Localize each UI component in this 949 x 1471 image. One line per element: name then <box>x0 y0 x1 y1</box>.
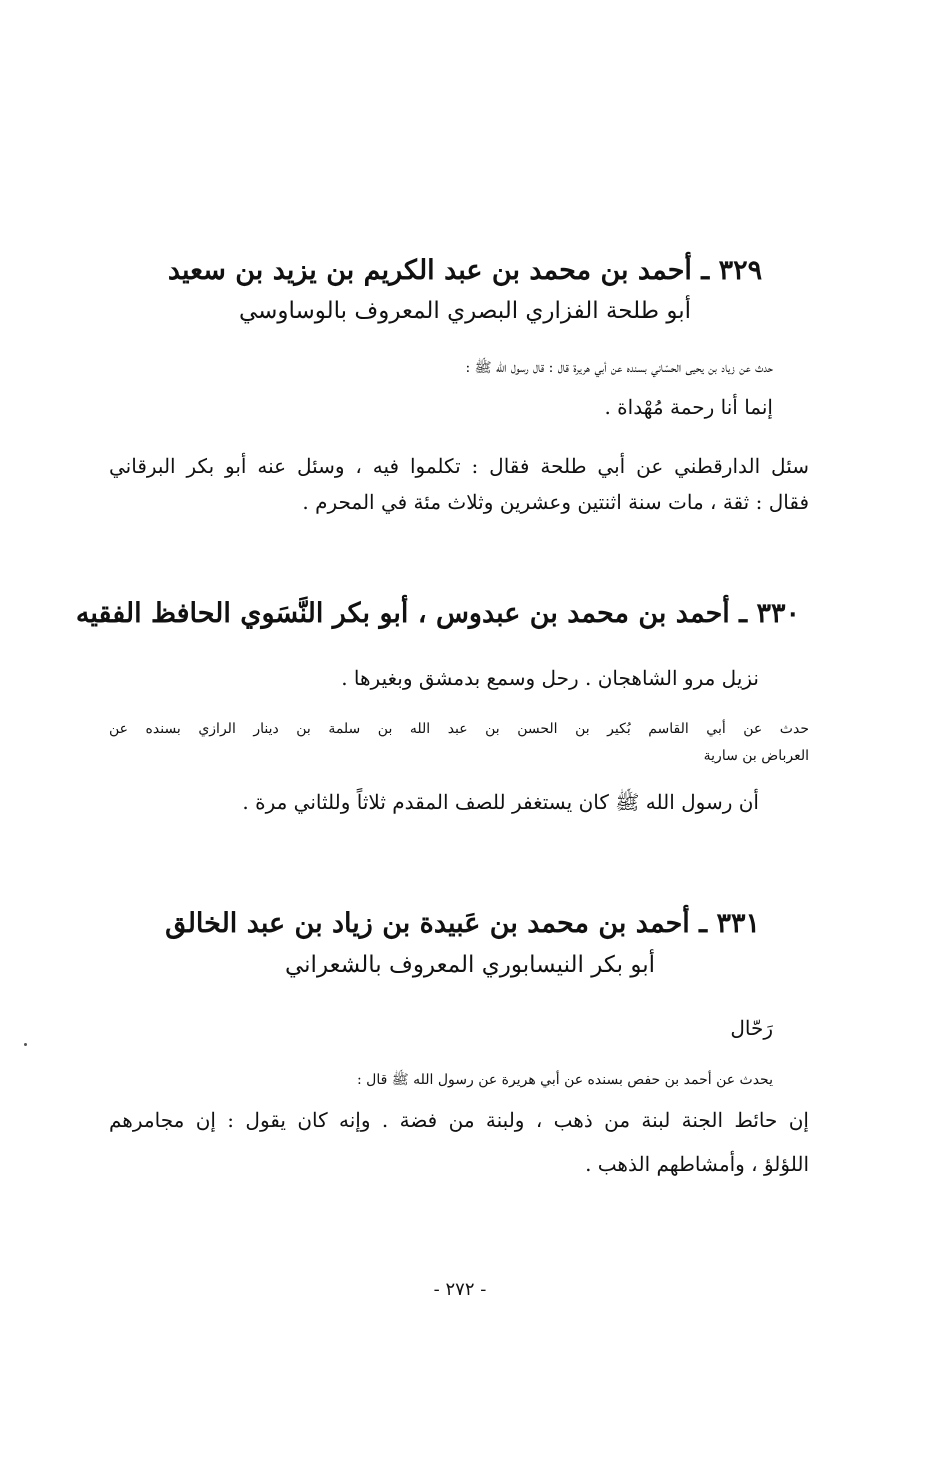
entry-330-heading: ٣٣٠ ـ أحمد بن محمد بن عبدوس ، أبو بكر النَّسَوي الحافظ الفقيه <box>75 598 800 629</box>
entry-331-heading: ٣٣١ ـ أحمد بن محمد بن عَبيدة بن زياد بن عبد الخالق <box>165 908 760 939</box>
entry-331-hadith-line-1: إن حائط الجنة لبنة من ذهب ، ولبنة من فضة . وإنه كان يقول : إن مجامرهم <box>109 1108 809 1132</box>
entry-331-subheading: أبو بكر النيسابوري المعروف بالشعراني <box>284 952 656 978</box>
scan-speck <box>24 1043 27 1046</box>
entry-330-isnad-line-1: حدث عن أبي القاسم بُكير بن الحسن بن عبد الله بن سلمة بن دينار الرازي بسنده عن <box>109 721 809 737</box>
entry-330-bio: نزيل مرو الشاهجان . رحل وسمع بدمشق وبغيرها . <box>341 666 759 690</box>
page-number: - ٢٧٢ - <box>433 1279 487 1300</box>
entry-329-subheading: أبو طلحة الفزاري البصري المعروف بالوساوسي <box>238 298 692 324</box>
entry-329-hadith: إنما أنا رحمة مُهْداة . <box>604 395 773 419</box>
entry-331-bio: رَحّال <box>730 1016 773 1040</box>
entry-329-note-line-2: فقال : ثقة ، مات سنة اثنتين وعشرين وثلاث مئة في المحرم . <box>302 490 809 514</box>
entry-329-heading: ٣٢٩ ـ أحمد بن محمد بن عبد الكريم بن يزيد بن سعيد <box>167 255 763 286</box>
entry-329-isnad: حدث عن زياد بن يحيى الحسّاني بسنده عن أبي هريرة قال : قال رسول الله ﷺ : <box>465 360 773 376</box>
entry-329-note-line-1: سئل الدارقطني عن أبي طلحة فقال : تكلموا فيه ، وسئل عنه أبو بكر البرقاني <box>109 454 809 478</box>
entry-330-isnad-line-2: العرباض بن سارية <box>703 748 809 764</box>
entry-331-hadith-line-2: اللؤلؤ ، وأمشاطهم الذهب . <box>585 1152 809 1176</box>
entry-331-isnad: يحدث عن أحمد بن حفص بسنده عن أبي هريرة عن رسول الله ﷺ قال : <box>357 1072 773 1088</box>
entry-330-hadith: أن رسول الله ﷺ كان يستغفر للصف المقدم ثلاثاً وللثاني مرة . <box>242 790 759 814</box>
